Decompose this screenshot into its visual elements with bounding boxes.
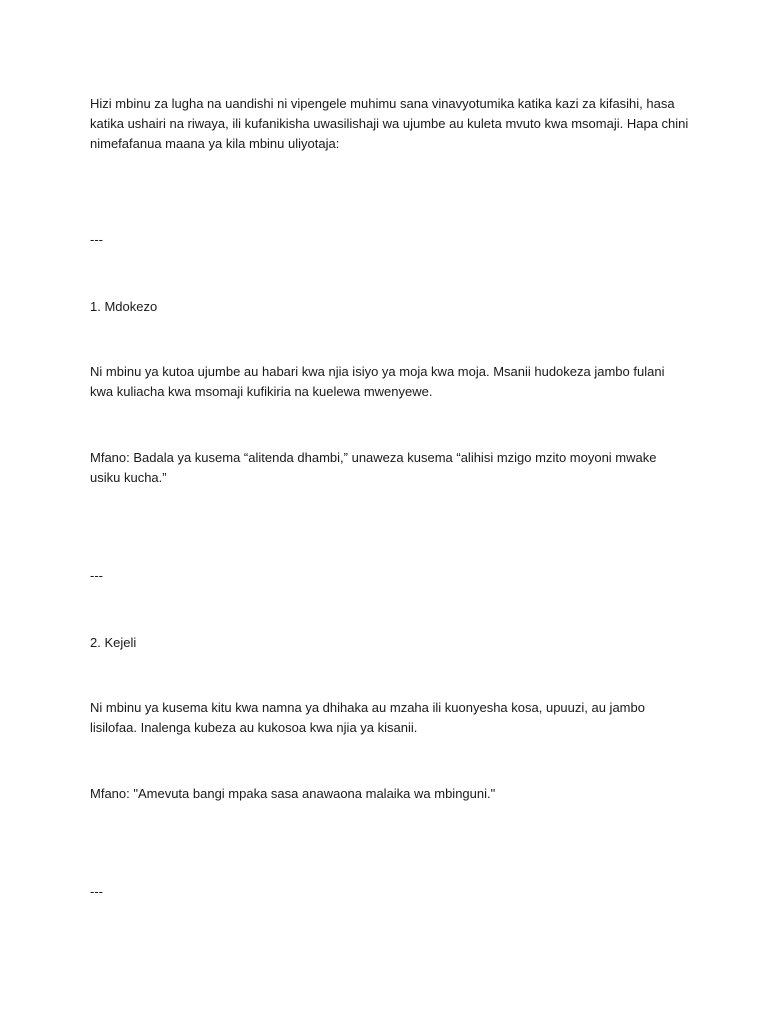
separator: --- bbox=[90, 232, 103, 247]
section-example-kejeli: Mfano: "Amevuta bangi mpaka sasa anawaona malaika wa mbinguni." bbox=[90, 786, 496, 801]
section-heading-kejeli: 2. Kejeli bbox=[90, 635, 137, 650]
section-example-mdokezo: Mfano: Badala ya kusema “alitenda dhambi,” unaweza kusema “alihisi mzigo mzito moyoni mwake usiku kucha.” bbox=[90, 450, 657, 485]
section-heading-mdokezo: 1. Mdokezo bbox=[90, 299, 158, 314]
separator: --- bbox=[90, 568, 103, 583]
intro-paragraph: Hizi mbinu za lugha na uandishi ni vipengele muhimu sana vinavyotumika katika kazi za kifasihi, hasa katika ushairi na riwaya, ili kufanikisha uwasilishaji wa ujumbe au kuleta mvuto kwa msomaji. Hapa chini nimefafanua maana ya kila mbinu uliyotaja: bbox=[90, 96, 689, 151]
section-definition-mdokezo: Ni mbinu ya kutoa ujumbe au habari kwa njia isiyo ya moja kwa moja. Msanii hudokeza jambo fulani kwa kuliacha kwa msomaji kufikiria na kuelewa mwenyewe. bbox=[90, 364, 665, 399]
section-definition-kejeli: Ni mbinu ya kusema kitu kwa namna ya dhihaka au mzaha ili kuonyesha kosa, upuuzi, au jambo lisilofaa. Inalenga kubeza au kukosoa kwa njia ya kisanii. bbox=[90, 700, 645, 735]
separator: --- bbox=[90, 884, 103, 899]
